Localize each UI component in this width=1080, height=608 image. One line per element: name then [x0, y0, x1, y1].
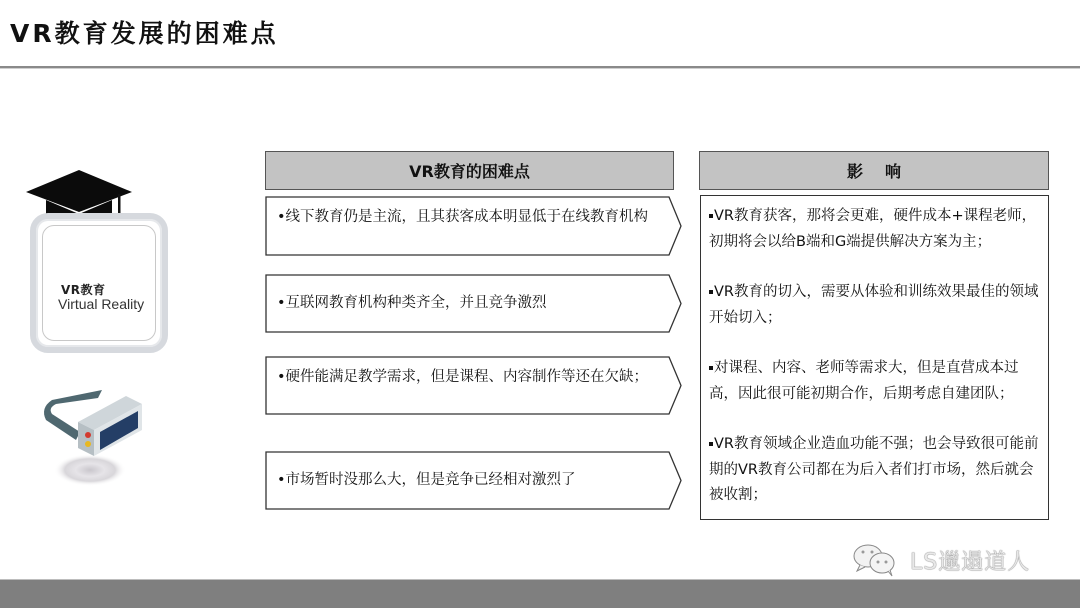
difficulty-text: •互联网教育机构种类齐全，并且竞争激烈 — [277, 295, 547, 311]
vr-education-card — [30, 213, 168, 353]
difficulty-text: •市场暂时没那么大，但是竞争已经相对激烈了 — [277, 472, 576, 488]
vr-headset-icon — [38, 378, 148, 488]
square-bullet-icon — [709, 290, 713, 294]
impact-box — [700, 195, 1049, 520]
wechat-icon — [852, 543, 904, 577]
impact-text: VR教育获客，那将会更难，硬件成本+课程老师，初期将会以给B端和G端提供解决方案为主； — [709, 208, 1037, 250]
card-title: VR教育 — [61, 283, 106, 297]
difficulty-item — [265, 274, 683, 333]
impact-text: VR教育的切入，需要从体验和训练效果最佳的领域开始切入； — [709, 284, 1039, 326]
square-bullet-icon — [709, 366, 713, 370]
difficulty-item — [265, 451, 683, 510]
footer-bar — [0, 579, 1080, 608]
page-title: VR教育发展的困难点 — [10, 19, 279, 48]
impact-item — [709, 432, 1042, 509]
difficulty-text: •线下教育仍是主流，且其获客成本明显低于在线教育机构 — [277, 209, 649, 225]
impact-item — [709, 204, 1042, 255]
impact-text: 对课程、内容、老师等需求大，但是直营成本过高，因此很可能初期合作，后期考虑自建团队； — [709, 360, 1019, 402]
difficulty-item — [265, 356, 683, 415]
impact-item — [709, 280, 1042, 331]
impact-text: VR教育领域企业造血功能不强；也会导致很可能前期的VR教育公司都在为后入者们打市场，然后就会被收割； — [709, 436, 1039, 503]
watermark — [852, 543, 1030, 577]
square-bullet-icon — [709, 442, 713, 446]
card-subtitle: Virtual Reality — [58, 296, 145, 312]
title-divider — [0, 66, 1080, 69]
impact-header: 影响 — [699, 151, 1049, 190]
watermark-text: LS邋遢道人 — [910, 549, 1031, 575]
difficulties-header: VR教育的困难点 — [265, 151, 674, 190]
square-bullet-icon — [709, 214, 713, 218]
difficulty-item — [265, 196, 683, 256]
impact-item — [709, 356, 1042, 407]
difficulty-text: •硬件能满足教学需求，但是课程、内容制作等还在欠缺； — [277, 369, 649, 385]
